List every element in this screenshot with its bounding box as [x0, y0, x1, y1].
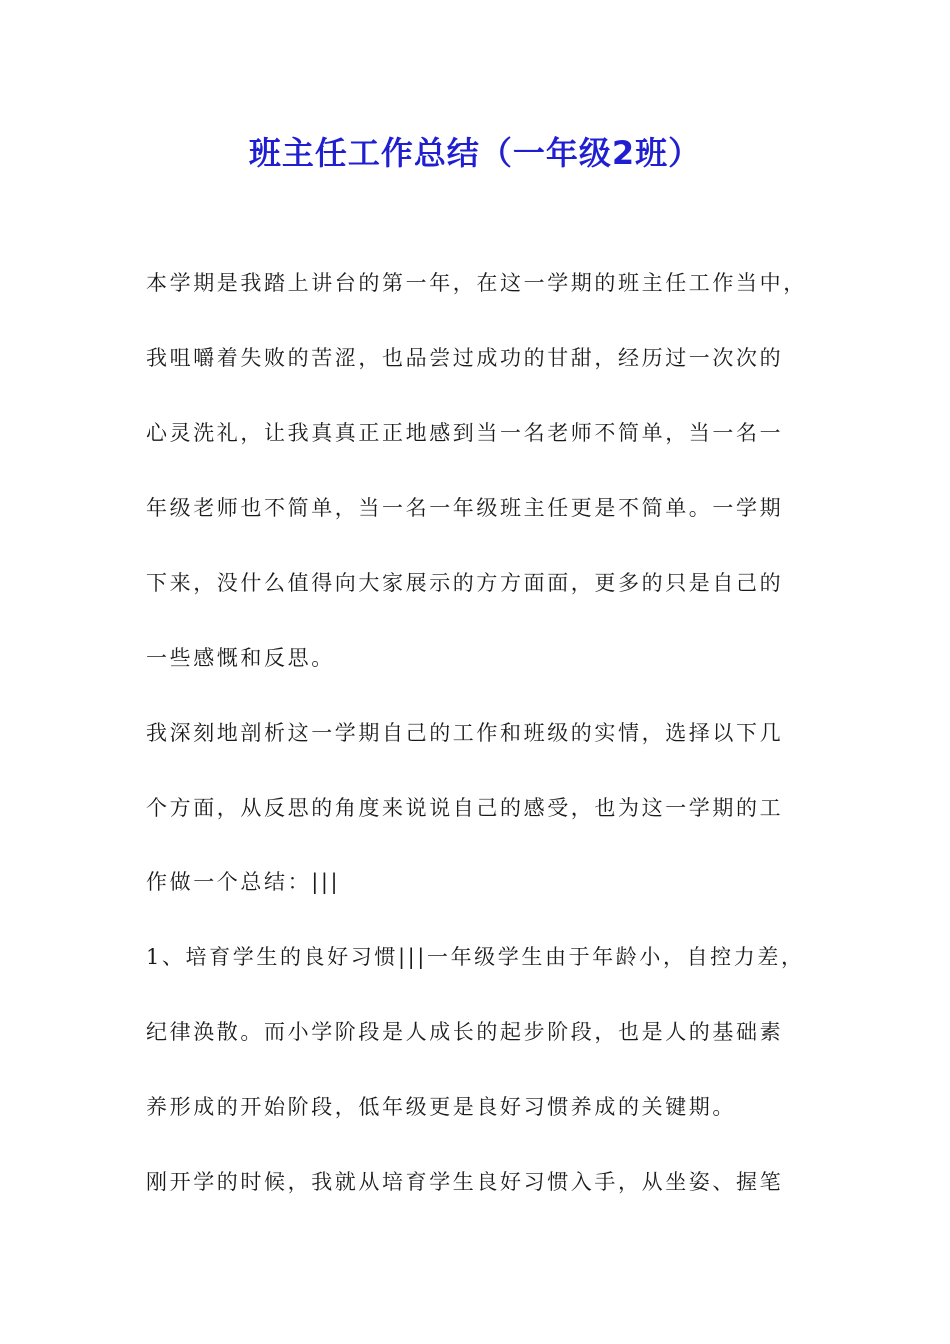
body-line-12: 养形成的开始阶段，低年级更是良好习惯养成的关键期。: [146, 1095, 736, 1119]
body-line-6: 一些感慨和反思。: [146, 646, 335, 670]
body-line-1: 本学期是我踏上讲台的第一年，在这一学期的班主任工作当中，: [146, 271, 807, 295]
body-line-4: 年级老师也不简单，当一名一年级班主任更是不简单。一学期: [146, 496, 784, 520]
body-line-13: 刚开学的时候，我就从培育学生良好习惯入手，从坐姿、握笔: [146, 1170, 784, 1194]
body-line-3: 心灵洗礼，让我真真正正地感到当一名老师不简单，当一名一: [146, 421, 784, 445]
body-line-5: 下来，没什么值得向大家展示的方方面面，更多的只是自己的: [146, 571, 784, 595]
body-line-11: 纪律涣散。而小学阶段是人成长的起步阶段，也是人的基础素: [146, 1020, 784, 1044]
body-line-9: 作做一个总结：|||: [146, 870, 341, 894]
body-line-7: 我深刻地剖析这一学期自己的工作和班级的实情，选择以下几: [146, 721, 784, 745]
body-line-2: 我咀嚼着失败的苦涩，也品尝过成功的甘甜，经历过一次次的: [146, 346, 784, 370]
document-title: 班主任工作总结（一年级2班）: [248, 134, 702, 172]
body-line-8: 个方面，从反思的角度来说说自己的感受，也为这一学期的工: [146, 796, 784, 820]
body-line-10: 1、培育学生的良好习惯|||一年级学生由于年龄小，自控力差，: [146, 945, 805, 969]
